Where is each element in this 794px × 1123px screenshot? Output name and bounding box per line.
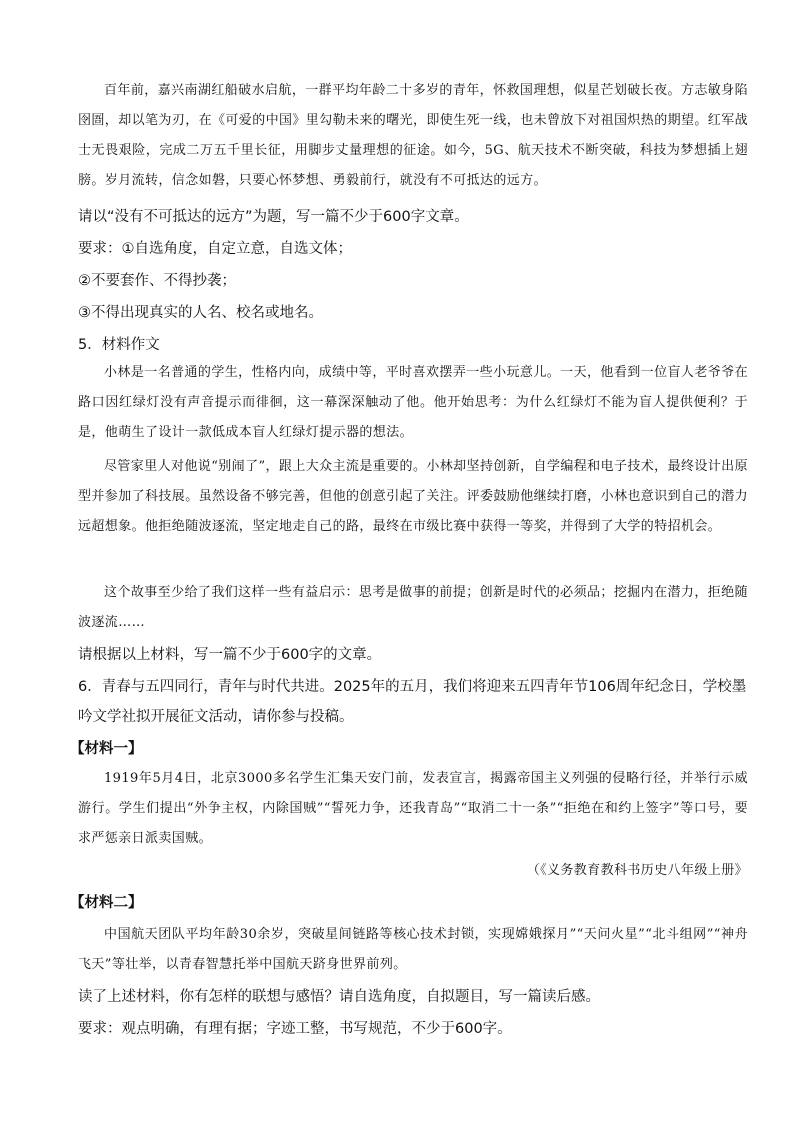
q4-requirement-1: 要求：①自选角度，自定立意，自选文体；: [78, 241, 352, 257]
material-2-label: 【材料二】: [70, 895, 143, 911]
story-paragraph: 百年前，嘉兴南湖红船破水启航，一群平均年龄二十多岁的青年，怀救国理想，似星芒划破长夜。方志敏身陷囹圄，却以笔为刃，在《可爱的中国》里勾勒未来的曙光，即使生死一线，也未曾放下对祖国炽热的期望。红军战士无畏艰险，完成二万五千里长征，用脚步丈量理想的征途。如今，5G、航天技术不断突破，科技为梦想插上翅膀。岁月流转，信念如磐，只要心怀梦想、勇毅前行，就没有不可抵达的远方。: [78, 83, 749, 188]
q5-material-paragraph-2: 尽管家里人对他说“别闹了”，跟上大众主流是重要的。小林却坚持创新，自学编程和电子技术，最终设计出原型并参加了科技展。虽然设备不够完善，但他的创意引起了关注。评委鼓励他继续打磨，小林也意识到自己的潜力远超想象。他拒绝随波逐流，坚定地走自己的路，最终在市级比赛中获得一等奖，并得到了大学的特招机会。: [78, 459, 749, 534]
q5-prompt: 请根据以上材料，写一篇不少于600字的文章。: [78, 647, 382, 663]
q4-requirement-3: ③不得出现真实的人名、校名或地名。: [78, 305, 323, 321]
q5-material-paragraph-1: 小林是一名普通的学生，性格内向，成绩中等，平时喜欢摆弄一些小玩意儿。一天，他看到一位盲人老爷爷在路口因红绿灯没有声音提示而徘徊，这一幕深深触动了他。他开始思考：为什么红绿灯不能为盲人提供便利？于是，他萌生了设计一款低成本盲人红绿灯提示器的想法。: [78, 365, 748, 440]
q5-material-paragraph-3: 这个故事至少给了我们这样一些有益启示：思考是做事的前提；创新是时代的必须品；挖掘内在潜力，拒绝随波逐流……: [78, 585, 748, 630]
material-1-text: 1919年5月4日，北京3000多名学生汇集天安门前，发表宣言，揭露帝国主义列强的侵略行径，并举行示威游行。学生们提出“外争主权，内除国贼”“誓死力争，还我青岛”“取消二十一条”“拒绝在和约上签字”等口号，要求严惩亲日派卖国贼。: [78, 771, 748, 846]
q4-requirement-2: ②不要套作、不得抄袭；: [78, 273, 236, 289]
material-2-text: 中国航天团队平均年龄30余岁，突破星间链路等核心技术封锁，实现嫦娥探月”“天问火星”“北斗组网”“神舟飞天”等壮举，以青春智慧托举中国航天跻身世界前列。: [78, 927, 748, 972]
q5-title: 5．材料作文: [78, 337, 160, 353]
q6-requirements: 要求：观点明确，有理有据；字迹工整，书写规范，不少于600字。: [78, 1021, 512, 1037]
q4-prompt: 请以“没有不可抵达的远方”为题，写一篇不少于600字文章。: [78, 209, 469, 225]
q6-title: 6．青春与五四同行，青年与时代共进。2025年的五月，我们将迎来五四青年节106周年纪念日，学校墨吟文学社拟开展征文活动，请你参与投稿。: [78, 679, 747, 725]
q6-prompt: 读了上述材料，你有怎样的联想与感悟？请自选角度，自拟题目，写一篇读后感。: [78, 989, 600, 1005]
material-1-label: 【材料一】: [70, 741, 143, 757]
material-1-source: （《义务教育教科书历史八年级上册》: [526, 863, 748, 878]
